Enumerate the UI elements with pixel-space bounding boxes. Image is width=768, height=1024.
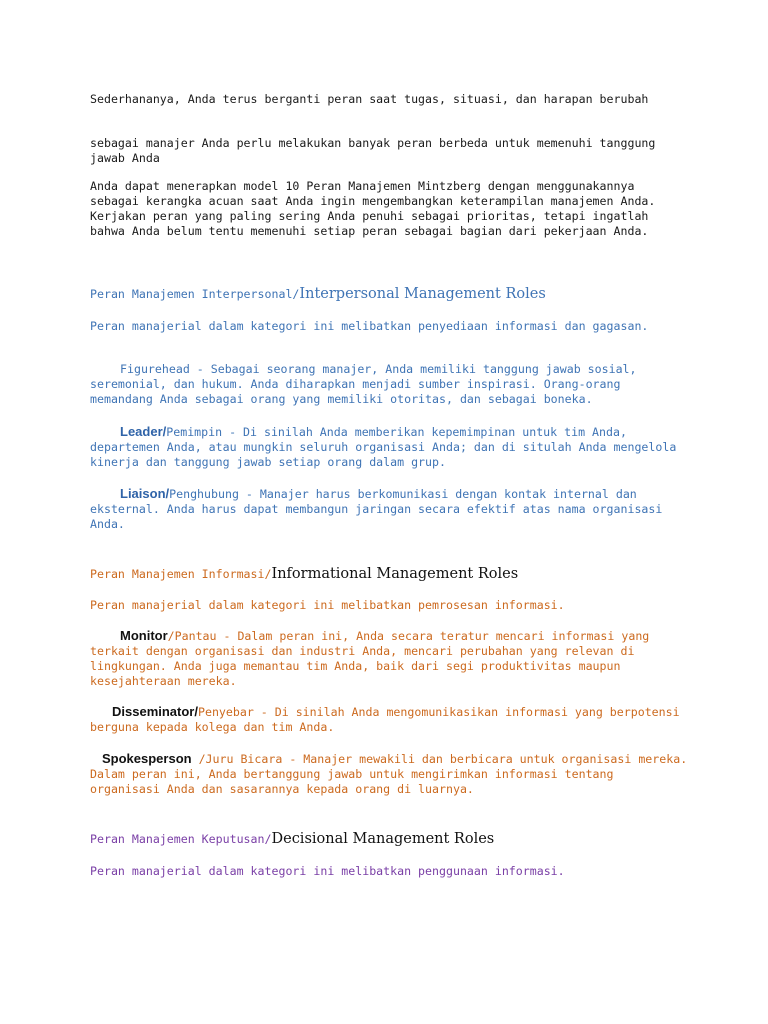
decisional-heading-prefix: Peran Manajemen Keputusan/ bbox=[90, 832, 272, 846]
decisional-heading bbox=[90, 832, 690, 847]
informational-heading-prefix: Peran Manajemen Informasi/ bbox=[90, 567, 272, 581]
liaison-paragraph bbox=[90, 486, 690, 532]
spokesperson-text: /Juru Bicara - Manajer mewakili dan berbicara untuk organisasi mereka. Dalam peran ini, Anda bertanggung jawab untuk mengirimkan informasi tentang organisasi Anda dan sasarannya kepada orang di luarnya. bbox=[90, 752, 688, 796]
disseminator-text: Penyebar - Di sinilah Anda mengomunikasikan informasi yang berpotensi berguna kepada kolega dan tim Anda. bbox=[90, 705, 680, 734]
liaison-text: Penghubung - Manajer harus berkomunikasi dengan kontak internal dan eksternal. Anda harus dapat membangun jaringan secara efektif atas nama organisasi Anda. bbox=[90, 487, 663, 531]
leader-paragraph bbox=[90, 424, 690, 470]
interpersonal-heading bbox=[90, 287, 690, 302]
decisional-description: Peran manajerial dalam kategori ini melibatkan penggunaan informasi. bbox=[90, 864, 565, 878]
liaison-term: Liaison/ bbox=[120, 486, 170, 501]
interpersonal-heading-prefix: Peran Manajemen Interpersonal/ bbox=[90, 287, 300, 301]
leader-term: Leader/ bbox=[120, 424, 167, 439]
intro-paragraph-3: Anda dapat menerapkan model 10 Peran Manajemen Mintzberg dengan menggunakannya sebagai kerangka acuan saat Anda ingin mengembangkan keterampilan manajemen Anda. Kerjakan peran yang paling sering Anda penuhi sebagai prioritas, tetapi ingatlah bahwa Anda belum tentu memenuhi setiap peran sebagai bagian dari pekerjaan Anda. bbox=[90, 179, 656, 238]
decisional-heading-en: Decisional Management Roles bbox=[271, 831, 495, 847]
intro-paragraph-1: Sederhananya, Anda terus berganti peran saat tugas, situasi, dan harapan berubah bbox=[90, 92, 649, 106]
figurehead-paragraph: Figurehead - Sebagai seorang manajer, Anda memiliki tanggung jawab sosial, seremonial, dan hukum. Anda diharapkan menjadi sumber inspirasi. Orang-orang memandang Anda sebagai orang yang memiliki otoritas, dan sebagai boneka. bbox=[90, 362, 637, 406]
interpersonal-heading-en: Interpersonal Management Roles bbox=[299, 286, 546, 302]
monitor-text: /Pantau - Dalam peran ini, Anda secara teratur mencari informasi yang terkait dengan organisasi dan industri Anda, mencari perubahan yang relevan di lingkungan. Anda juga memantau tim Anda, baik dari segi produktivitas maupun kesejahteraan mereka. bbox=[90, 629, 650, 688]
spokesperson-term: Spokesperson bbox=[102, 751, 192, 766]
informational-heading bbox=[90, 567, 690, 582]
interpersonal-description: Peran manajerial dalam kategori ini melibatkan penyediaan informasi dan gagasan. bbox=[90, 319, 649, 333]
disseminator-term: Disseminator/ bbox=[112, 704, 198, 719]
monitor-paragraph bbox=[90, 628, 690, 689]
disseminator-paragraph bbox=[90, 704, 690, 735]
monitor-term: Monitor bbox=[120, 628, 168, 643]
informational-heading-en: Informational Management Roles bbox=[271, 566, 519, 582]
leader-text: Pemimpin - Di sinilah Anda memberikan kepemimpinan untuk tim Anda, departemen Anda, atau mungkin seluruh organisasi Anda; dan di situlah Anda mengelola kinerja dan tanggung jawab setiap orang dalam grup. bbox=[90, 425, 677, 469]
spokesperson-paragraph bbox=[90, 751, 690, 797]
intro-paragraph-2: sebagai manajer Anda perlu melakukan banyak peran berbeda untuk memenuhi tanggung jawab Anda bbox=[90, 136, 656, 165]
informational-description: Peran manajerial dalam kategori ini melibatkan pemrosesan informasi. bbox=[90, 598, 565, 612]
